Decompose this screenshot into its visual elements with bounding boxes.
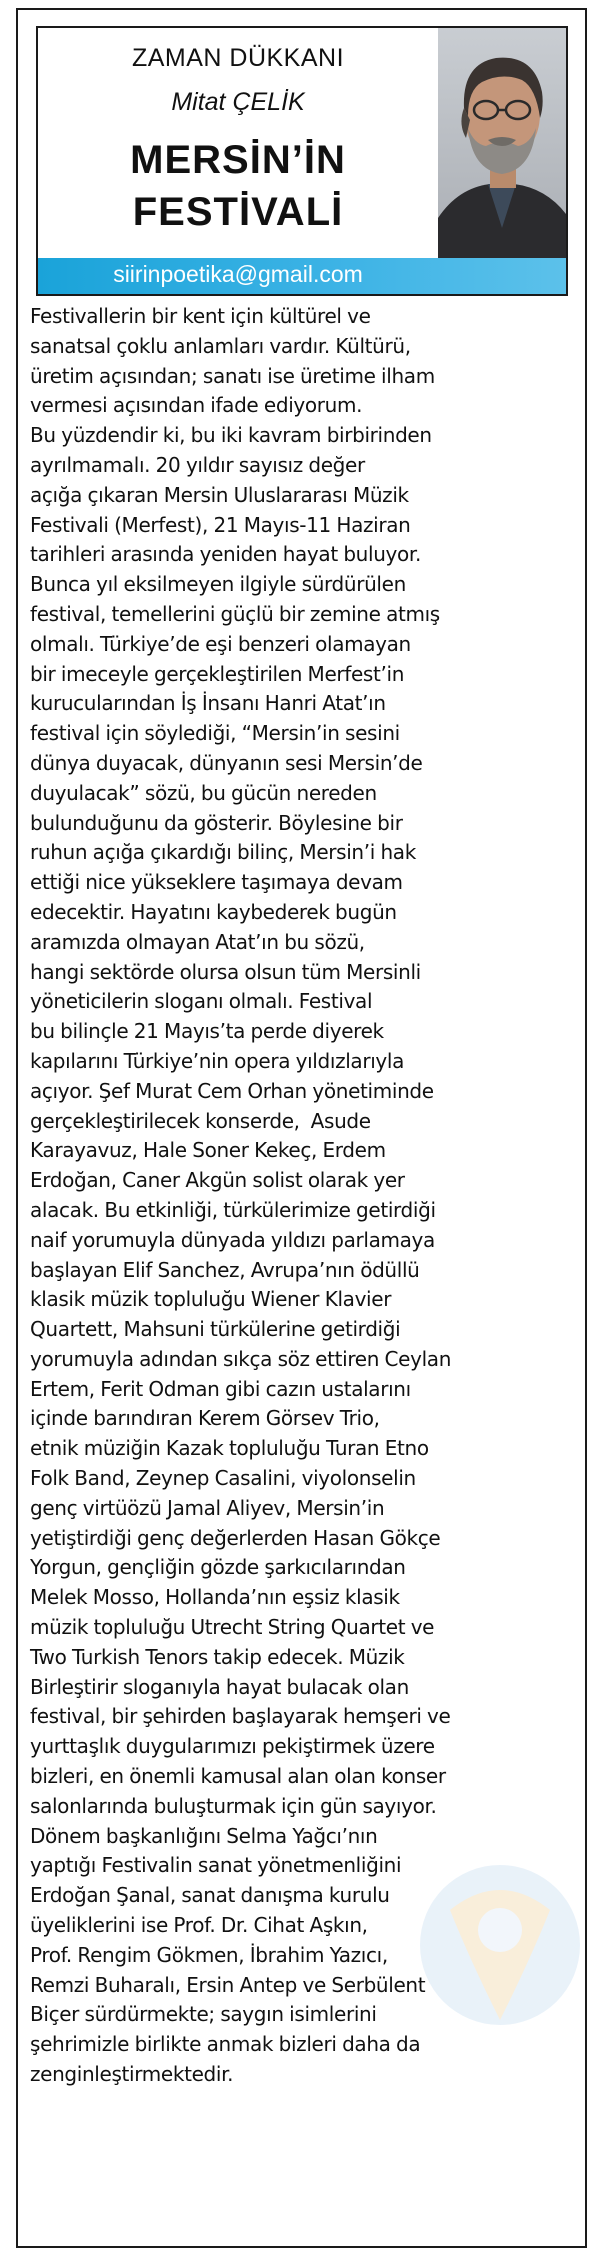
article-text-line: Erdoğan Şanal, sanat danışma kurulu — [30, 1883, 390, 1908]
article-title — [38, 134, 438, 238]
article-text-line: Bu yüzdendir ki, bu iki kavram birbirinden — [30, 423, 432, 448]
article-text-line: gerçekleştirilecek konserde, Asude — [30, 1108, 371, 1133]
article-text-line: zenginleştirmektedir. — [30, 2062, 234, 2087]
article-text-line: ruhun açığa çıkardığı bilinç, Mersin’i hak — [30, 840, 416, 865]
article-text-line: içinde barındıran Kerem Görsev Trio, — [30, 1406, 380, 1431]
article-title-line-1: MERSİN’İN — [130, 138, 346, 182]
article-text-line: olmalı. Türkiye’de eşi benzeri olamayan — [30, 631, 411, 656]
article-text-line: yetiştirdiği genç değerlerden Hasan Gökçe — [30, 1525, 441, 1550]
article-text-line: yurttaşlık duygularımızı pekiştirmek üzere — [30, 1734, 435, 1759]
article-text-line: yöneticilerin sloganı olmalı. Festival — [30, 989, 373, 1014]
article-text-line: bu bilinçle 21 Mayıs’ta perde diyerek — [30, 1019, 384, 1044]
article-text-line: klasik müzik topluluğu Wiener Klavier — [30, 1287, 392, 1312]
article-text-line: kapılarını Türkiye’nin opera yıldızlarıyla — [30, 1048, 405, 1073]
article-text-line: Erdoğan, Caner Akgün solist olarak yer — [30, 1168, 405, 1193]
article-text-line: tarihleri arasında yeniden hayat buluyor. — [30, 542, 421, 567]
article-text-line: bir imeceyle gerçekleştirilen Merfest’in — [30, 661, 405, 686]
article-text-line: festival, bir şehirden başlayarak hemşeri ve — [30, 1704, 451, 1729]
article-text-line: aramızda olmayan Atat’ın bu sözü, — [30, 929, 365, 954]
article-text-line: naif yorumuyla dünyada yıldızı parlamaya — [30, 1227, 435, 1252]
article-text-line: bizleri, en önemli kamusal alan olan konser — [30, 1764, 446, 1789]
article-text-line: hangi sektörde olursa olsun tüm Mersinli — [30, 959, 421, 984]
article-text-line: Remzi Buharalı, Ersin Antep ve Serbülent — [30, 1972, 426, 1997]
author-name: Mitat ÇELİK — [171, 88, 305, 116]
column-header — [36, 26, 568, 296]
author-email: siirinpoetika@gmail.com — [113, 261, 363, 287]
article-text-line: sanatsal çoklu anlamları vardır. Kültürü, — [30, 333, 411, 358]
article-text-line: festival, temellerini güçlü bir zemine atmış — [30, 601, 440, 626]
article-text-line: festival için söylediği, “Mersin’in sesini — [30, 721, 400, 746]
article-text-line: Karayavuz, Hale Soner Kekeç, Erdem — [30, 1138, 386, 1163]
header-text-block — [38, 28, 438, 258]
article-text-line: kurucularından İş İnsanı Hanri Atat’ın — [30, 691, 386, 716]
article-text-line: Ertem, Ferit Odman gibi cazın ustalarını — [30, 1376, 411, 1401]
article-text-line: Festivali (Merfest), 21 Mayıs-11 Haziran — [30, 512, 411, 537]
article-text-line: alacak. Bu etkinliği, türkülerimize getirdiği — [30, 1197, 436, 1222]
article-text-line: ayrılmamalı. 20 yıldır sayısız değer — [30, 452, 365, 477]
article-text-line: Dönem başkanlığını Selma Yağcı’nın — [30, 1823, 378, 1848]
article-text-line: etnik müziğin Kazak topluluğu Turan Etno — [30, 1436, 429, 1461]
article-text-line: şehrimizle birlikte anmak bizleri daha da — [30, 2032, 421, 2057]
article-text-line: ettiği nice yükseklere taşımaya devam — [30, 870, 403, 895]
article-text-line: Birleştirir sloganıyla hayat bulacak olan — [30, 1674, 409, 1699]
article-text-line: Two Turkish Tenors takip edecek. Müzik — [30, 1644, 405, 1669]
article-text-line: Folk Band, Zeynep Casalini, viyolonselin — [30, 1466, 416, 1491]
article-text-line: üyeliklerini ise Prof. Dr. Cihat Aşkın, — [30, 1913, 368, 1938]
article-text-line: Melek Mosso, Hollanda’nın eşsiz klasik — [30, 1585, 400, 1610]
article-text-line: yorumuyla adından sıkça söz ettiren Ceylan — [30, 1346, 452, 1371]
email-bar — [38, 258, 566, 294]
article-text-line: üretim açısından; sanatı ise üretime ilham — [30, 363, 435, 388]
article-text-line: dünya duyacak, dünyanın sesi Mersin’de — [30, 750, 423, 775]
article-text-line: bulunduğunu da gösterir. Böylesine bir — [30, 810, 403, 835]
article-text-line: edecektir. Hayatını kaybederek bugün — [30, 899, 397, 924]
author-photo — [438, 28, 566, 264]
article-text-line: salonlarında buluşturmak için gün sayıyor. — [30, 1793, 437, 1818]
article-text-line: açıyor. Şef Murat Cem Orhan yönetiminde — [30, 1078, 434, 1103]
article-text-line: duyulacak” sözü, bu gücün nereden — [30, 780, 377, 805]
article-text-line: genç virtüözü Jamal Aliyev, Mersin’in — [30, 1495, 385, 1520]
article-text-line: Festivallerin bir kent için kültürel ve — [30, 304, 371, 328]
article-text-line: müzik topluluğu Utrecht String Quartet ve — [30, 1615, 435, 1640]
article-text-line: vermesi açısından ifade ediyorum. — [30, 393, 363, 418]
column-name: ZAMAN DÜKKANI — [131, 44, 345, 72]
article-text-line: Biçer sürdürmekte; saygın isimlerini — [30, 2002, 377, 2027]
article-text-line: başlayan Elif Sanchez, Avrupa’nın ödüllü — [30, 1257, 420, 1282]
article-text-line: Quartett, Mahsuni türkülerine getirdiği — [30, 1317, 401, 1342]
article-text-line: Prof. Rengim Gökmen, İbrahim Yazıcı, — [30, 1942, 388, 1967]
article-text-line: Bunca yıl eksilmeyen ilgiyle sürdürülen — [30, 572, 406, 597]
article-title-line-2: FESTİVALİ — [132, 190, 344, 234]
article-text-line: Yorgun, gençliğin gözde şarkıcılarından — [30, 1555, 406, 1580]
article-text-line: yaptığı Festivalin sanat yönetmenliğini — [30, 1853, 402, 1878]
article-text-line: açığa çıkaran Mersin Uluslararası Müzik — [30, 482, 409, 507]
article-body — [30, 302, 578, 2090]
